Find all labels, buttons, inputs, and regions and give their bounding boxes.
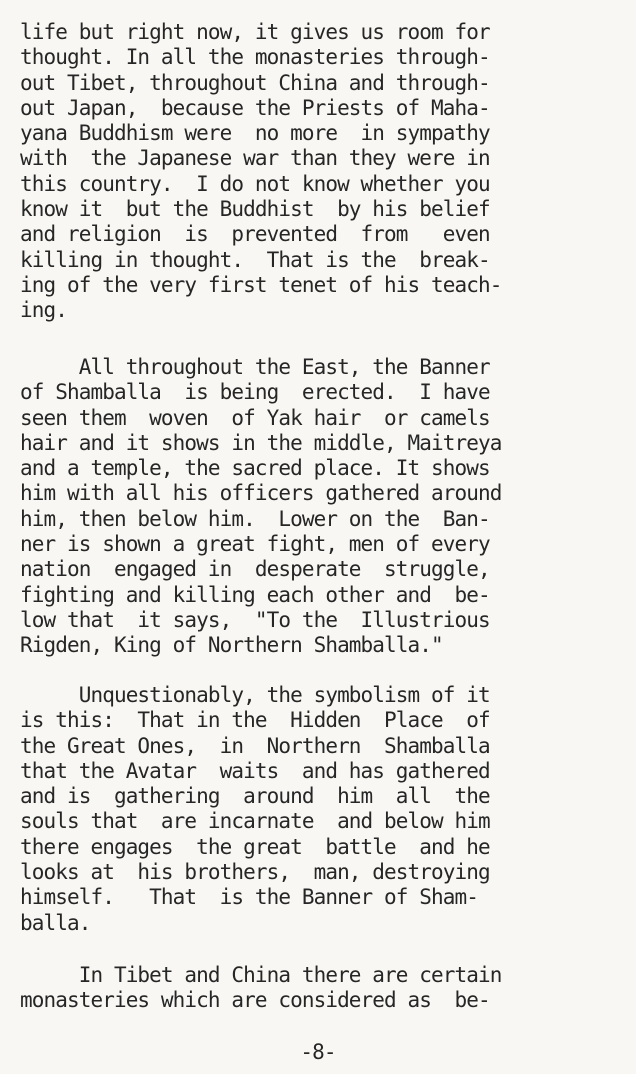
- text-line: out Japan, because the Priests of Maha-: [20, 95, 490, 120]
- text-line: out Tibet, throughout China and through-: [20, 70, 490, 95]
- text-line: and religion is prevented from even: [20, 222, 490, 247]
- text-line: and is gathering around him all the: [20, 784, 490, 809]
- text-line: life but right now, it gives us room for: [20, 20, 490, 44]
- text-line: killing in thought. That is the break-: [20, 247, 490, 272]
- text-line: yana Buddhism were no more in sympathy: [20, 121, 490, 146]
- text-line: this country. I do not know whether you: [20, 171, 490, 196]
- text-line: balla.: [20, 910, 91, 935]
- text-line: All throughout the East, the Banner: [20, 355, 490, 379]
- text-line: low that it says, "To the Illustrious: [20, 607, 490, 632]
- text-line: ing.: [20, 298, 67, 323]
- text-line: looks at his brothers, man, destroying: [20, 860, 490, 885]
- text-line: himself. That is the Banner of Sham-: [20, 885, 478, 910]
- text-line: thought. In all the monasteries through-: [20, 45, 490, 70]
- text-line: Rigden, King of Northern Shamballa.": [20, 633, 443, 658]
- paragraph-1: [20, 20, 625, 324]
- paragraph-3: [20, 683, 625, 936]
- text-line: of Shamballa is being erected. I have: [20, 380, 490, 405]
- text-line: is this: That in the Hidden Place of: [20, 708, 490, 733]
- text-line: monasteries which are considered as be-: [20, 988, 490, 1013]
- text-line: and a temple, the sacred place. It shows: [20, 456, 490, 481]
- text-line: fighting and killing each other and be-: [20, 582, 490, 607]
- text-line: ing of the very first tenet of his teach-: [20, 272, 502, 297]
- text-line: souls that are incarnate and below him: [20, 809, 490, 834]
- text-line: hair and it shows in the middle, Maitreya: [20, 430, 502, 455]
- paragraph-2: [20, 355, 625, 659]
- text-line: him, then below him. Lower on the Ban-: [20, 506, 490, 531]
- page-number: -8-: [300, 1040, 336, 1064]
- text-line: know it but the Buddhist by his belief: [20, 197, 490, 222]
- paragraph-4: [20, 963, 625, 1014]
- text-line: that the Avatar waits and has gathered: [20, 758, 490, 783]
- text-line: seen them woven of Yak hair or camels: [20, 405, 490, 430]
- text-line: there engages the great battle and he: [20, 834, 490, 859]
- text-line: nation engaged in desperate struggle,: [20, 557, 490, 582]
- text-line: Unquestionably, the symbolism of it: [20, 683, 490, 707]
- text-line: ner is shown a great fight, men of every: [20, 532, 490, 557]
- text-line: with the Japanese war than they were in: [20, 146, 490, 171]
- text-line: the Great Ones, in Northern Shamballa: [20, 733, 490, 758]
- text-line: him with all his officers gathered around: [20, 481, 502, 506]
- text-line: In Tibet and China there are certain: [20, 963, 502, 987]
